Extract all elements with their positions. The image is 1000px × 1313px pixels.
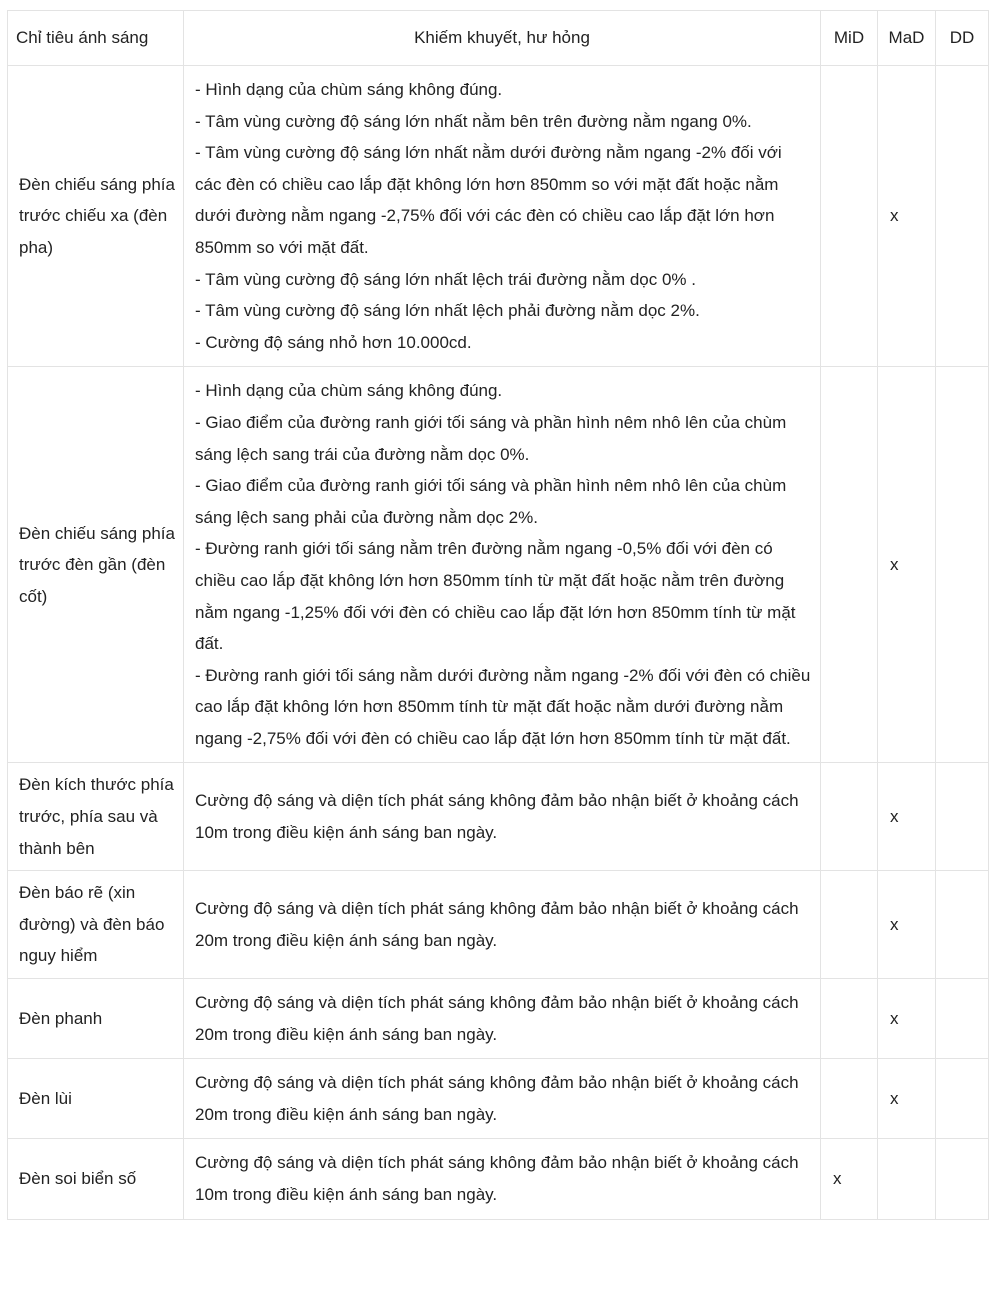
lighting-criteria-table xyxy=(7,10,989,1220)
criterion-cell: Đèn chiếu sáng phía trước đèn gần (đèn cốt) xyxy=(8,367,184,763)
defect-line: - Đường ranh giới tối sáng nằm dưới đường nằm ngang -2% đối với đèn có chiều cao lắp đặt không lớn hơn 850mm tính từ mặt đất hoặc nằm dưới đường nằm ngang -2,75% đối với đèn có chiều cao lắp đặt lớn hơn 850mm tính từ mặt đất. xyxy=(195,665,811,748)
criterion-cell: Đèn kích thước phía trước, phía sau và thành bên xyxy=(8,763,184,871)
mid-cell: x xyxy=(821,1139,878,1219)
mad-cell: x xyxy=(878,979,936,1059)
table-row xyxy=(8,763,989,871)
defect-line: - Tâm vùng cường độ sáng lớn nhất lệch phải đường nằm dọc 2%. xyxy=(195,301,700,321)
header-criterion: Chỉ tiêu ánh sáng xyxy=(8,11,184,66)
defect-cell xyxy=(184,763,821,871)
defect-line: - Hình dạng của chùm sáng không đúng. xyxy=(195,80,503,99)
mad-cell: x xyxy=(878,871,936,979)
defect-line: - Tâm vùng cường độ sáng lớn nhất nằm bên trên đường nằm ngang 0%. xyxy=(195,111,752,131)
criterion-cell: Đèn lùi xyxy=(8,1059,184,1139)
dd-cell xyxy=(936,66,989,367)
dd-cell xyxy=(936,979,989,1059)
mid-cell xyxy=(821,979,878,1059)
table-row xyxy=(8,66,989,367)
table-header-row xyxy=(8,11,989,66)
mad-cell: x xyxy=(878,367,936,763)
mad-cell: x xyxy=(878,1059,936,1139)
mid-cell xyxy=(821,763,878,871)
defect-line: - Hình dạng của chùm sáng không đúng. xyxy=(195,381,503,401)
criterion-cell: Đèn báo rẽ (xin đường) và đèn báo nguy hiểm xyxy=(8,871,184,979)
mid-cell xyxy=(821,66,878,367)
header-dd: DD xyxy=(936,11,989,66)
dd-cell xyxy=(936,367,989,763)
table-row xyxy=(8,1059,989,1139)
dd-cell xyxy=(936,1059,989,1139)
defect-line: - Giao điểm của đường ranh giới tối sáng và phần hình nêm nhô lên của chùm sáng lệch sang trái của đường nằm dọc 0%. xyxy=(195,412,787,464)
mid-cell xyxy=(821,367,878,763)
mad-cell: x xyxy=(878,66,936,367)
table-row xyxy=(8,367,989,763)
header-mid: MiD xyxy=(821,11,878,66)
criterion-cell: Đèn chiếu sáng phía trước chiếu xa (đèn pha) xyxy=(8,66,184,367)
defect-line: Cường độ sáng và diện tích phát sáng không đảm bảo nhận biết ở khoảng cách 10m trong điều kiện ánh sáng ban ngày. xyxy=(195,791,799,842)
table-row xyxy=(8,979,989,1059)
defect-cell xyxy=(184,66,821,367)
dd-cell xyxy=(936,763,989,871)
defect-cell xyxy=(184,979,821,1059)
defect-line: - Giao điểm của đường ranh giới tối sáng và phần hình nêm nhô lên của chùm sáng lệch sang phải của đường nằm dọc 2%. xyxy=(195,476,787,527)
defect-line: - Đường ranh giới tối sáng nằm trên đường nằm ngang -0,5% đối với đèn có chiều cao lắp đặt không lớn hơn 850mm tính từ mặt đất hoặc nằm trên đường nằm ngang -1,25% đối với đèn có chiều cao lắp đặt lớn hơn 850mm tính từ mặt đất. xyxy=(195,539,796,654)
defect-cell xyxy=(184,1059,821,1139)
defect-cell xyxy=(184,367,821,763)
defect-cell xyxy=(184,1139,821,1219)
mad-cell xyxy=(878,1139,936,1219)
defect-line: Cường độ sáng và diện tích phát sáng không đảm bảo nhận biết ở khoảng cách 20m trong điều kiện ánh sáng ban ngày. xyxy=(195,899,799,950)
defect-line: - Cường độ sáng nhỏ hơn 10.000cd. xyxy=(195,332,472,352)
defect-line: Cường độ sáng và diện tích phát sáng không đảm bảo nhận biết ở khoảng cách 10m trong điều kiện ánh sáng ban ngày. xyxy=(195,1153,799,1204)
header-defect: Khiếm khuyết, hư hỏng xyxy=(184,11,821,66)
table-row xyxy=(8,871,989,979)
defect-line: Cường độ sáng và diện tích phát sáng không đảm bảo nhận biết ở khoảng cách 20m trong điều kiện ánh sáng ban ngày. xyxy=(195,1073,799,1124)
table-row xyxy=(8,1139,989,1219)
defect-line: Cường độ sáng và diện tích phát sáng không đảm bảo nhận biết ở khoảng cách 20m trong điều kiện ánh sáng ban ngày. xyxy=(195,993,799,1044)
mid-cell xyxy=(821,1059,878,1139)
mid-cell xyxy=(821,871,878,979)
dd-cell xyxy=(936,871,989,979)
mad-cell: x xyxy=(878,763,936,871)
criterion-cell: Đèn phanh xyxy=(8,979,184,1059)
criterion-cell: Đèn soi biển số xyxy=(8,1139,184,1219)
defect-line: - Tâm vùng cường độ sáng lớn nhất lệch trái đường nằm dọc 0% . xyxy=(195,269,696,289)
dd-cell xyxy=(936,1139,989,1219)
defect-cell xyxy=(184,871,821,979)
defect-line: - Tâm vùng cường độ sáng lớn nhất nằm dưới đường nằm ngang -2% đối với các đèn có chiều cao lắp đặt không lớn hơn 850mm so với mặt đất hoặc nằm dưới đường nằm ngang -2,75% đối với các đèn có chiều cao lắp đặt lớn hơn 850mm so với mặt đất. xyxy=(195,143,782,257)
header-mad: MaD xyxy=(878,11,936,66)
